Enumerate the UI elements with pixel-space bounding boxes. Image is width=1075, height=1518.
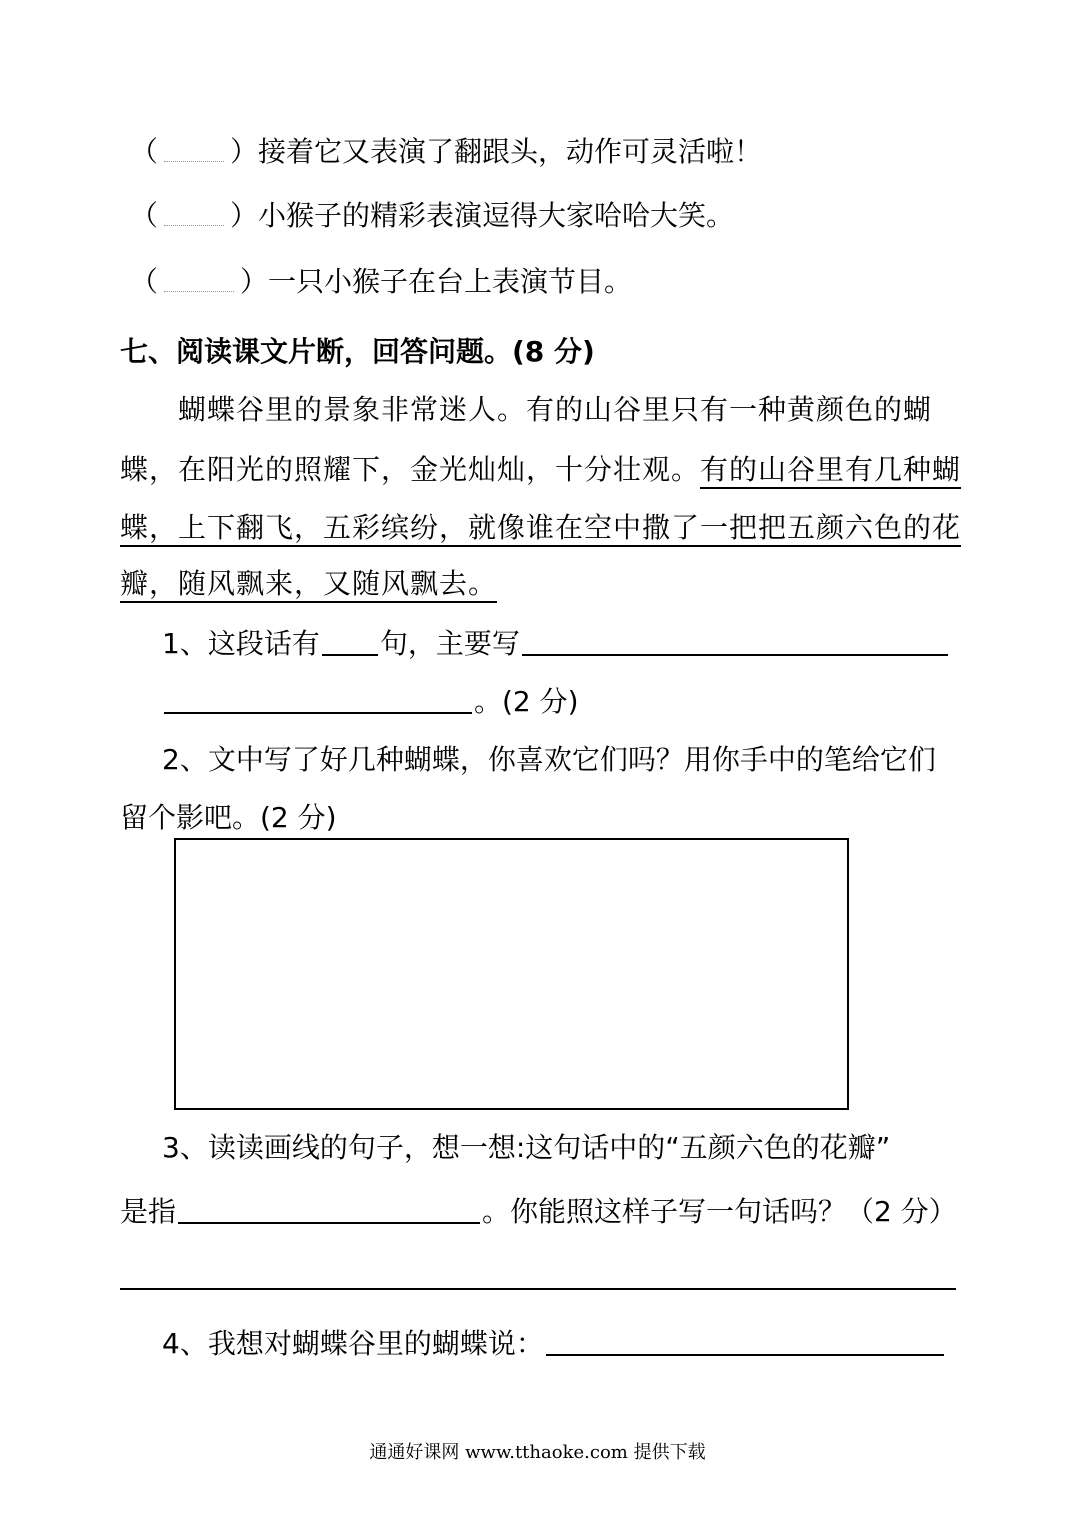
order-item-text: 一只小猴子在台上表演节目。	[268, 265, 633, 298]
sentence-count-blank[interactable]	[322, 628, 378, 656]
passage-line-2	[120, 452, 961, 488]
passage-line-1: 蝴蝶谷里的景象非常迷人。有的山谷里只有一种黄颜色的蝴	[178, 393, 933, 426]
footer-credit: 通通好课网 www.tthaoke.com 提供下载	[369, 1442, 706, 1463]
q1-end: 。(2 分)	[474, 685, 579, 718]
paren-close: ）	[230, 199, 259, 232]
paren-open: （	[130, 199, 159, 232]
drawing-box[interactable]	[174, 838, 849, 1110]
question-4	[162, 1326, 946, 1362]
order-blank-3[interactable]	[164, 290, 234, 292]
main-content-blank-2[interactable]	[164, 686, 472, 714]
order-blank-1[interactable]	[164, 160, 224, 162]
passage-text: 蝶，在阳光的照耀下，金光灿灿，十分壮观。	[120, 453, 701, 486]
question-3-line-1: 3、读读画线的句子，想一想:这句话中的“五颜六色的花瓣”	[162, 1131, 891, 1164]
order-item-3	[130, 264, 632, 300]
passage-line-3: 蝶，上下翻飞，五彩缤纷，就像谁在空中撒了一把把五颜六色的花	[120, 511, 962, 544]
order-item-text: 小猴子的精彩表演逗得大家哈哈大笑。	[258, 199, 735, 232]
order-blank-2[interactable]	[164, 224, 224, 226]
paren-close: ）	[240, 265, 269, 298]
passage-line-4: 瓣，随风飘来，又随风飘去。	[120, 567, 498, 600]
meaning-blank[interactable]	[178, 1196, 480, 1224]
message-blank[interactable]	[546, 1328, 944, 1356]
sentence-answer-line[interactable]	[120, 1288, 956, 1290]
q3-suffix: 。你能照这样子写一句话吗？（2 分）	[482, 1195, 957, 1228]
underlined-sentence: 有的山谷里有几种蝴	[700, 453, 962, 486]
order-item-2	[130, 198, 734, 234]
question-2-line-2: 留个影吧。(2 分)	[120, 801, 337, 834]
q3-prefix: 是指	[120, 1195, 177, 1228]
main-content-blank[interactable]	[522, 628, 948, 656]
paren-open: （	[130, 265, 159, 298]
paren-close: ）	[230, 135, 259, 168]
question-1	[162, 626, 950, 662]
paren-open: （	[130, 135, 159, 168]
q1-mid: 句，主要写	[379, 627, 520, 660]
question-3-line-2	[120, 1194, 957, 1230]
q1-prefix: 1、这段话有	[162, 627, 320, 660]
q4-prefix: 4、我想对蝴蝶谷里的蝴蝶说：	[162, 1327, 544, 1360]
section-heading: 七、阅读课文片断，回答问题。(8 分)	[120, 335, 595, 368]
question-1-cont	[162, 684, 579, 720]
question-2-line-1: 2、文中写了好几种蝴蝶，你喜欢它们吗？用你手中的笔给它们	[162, 743, 936, 776]
order-item-1	[130, 134, 762, 170]
order-item-text: 接着它又表演了翻跟头，动作可灵活啦！	[258, 135, 763, 168]
